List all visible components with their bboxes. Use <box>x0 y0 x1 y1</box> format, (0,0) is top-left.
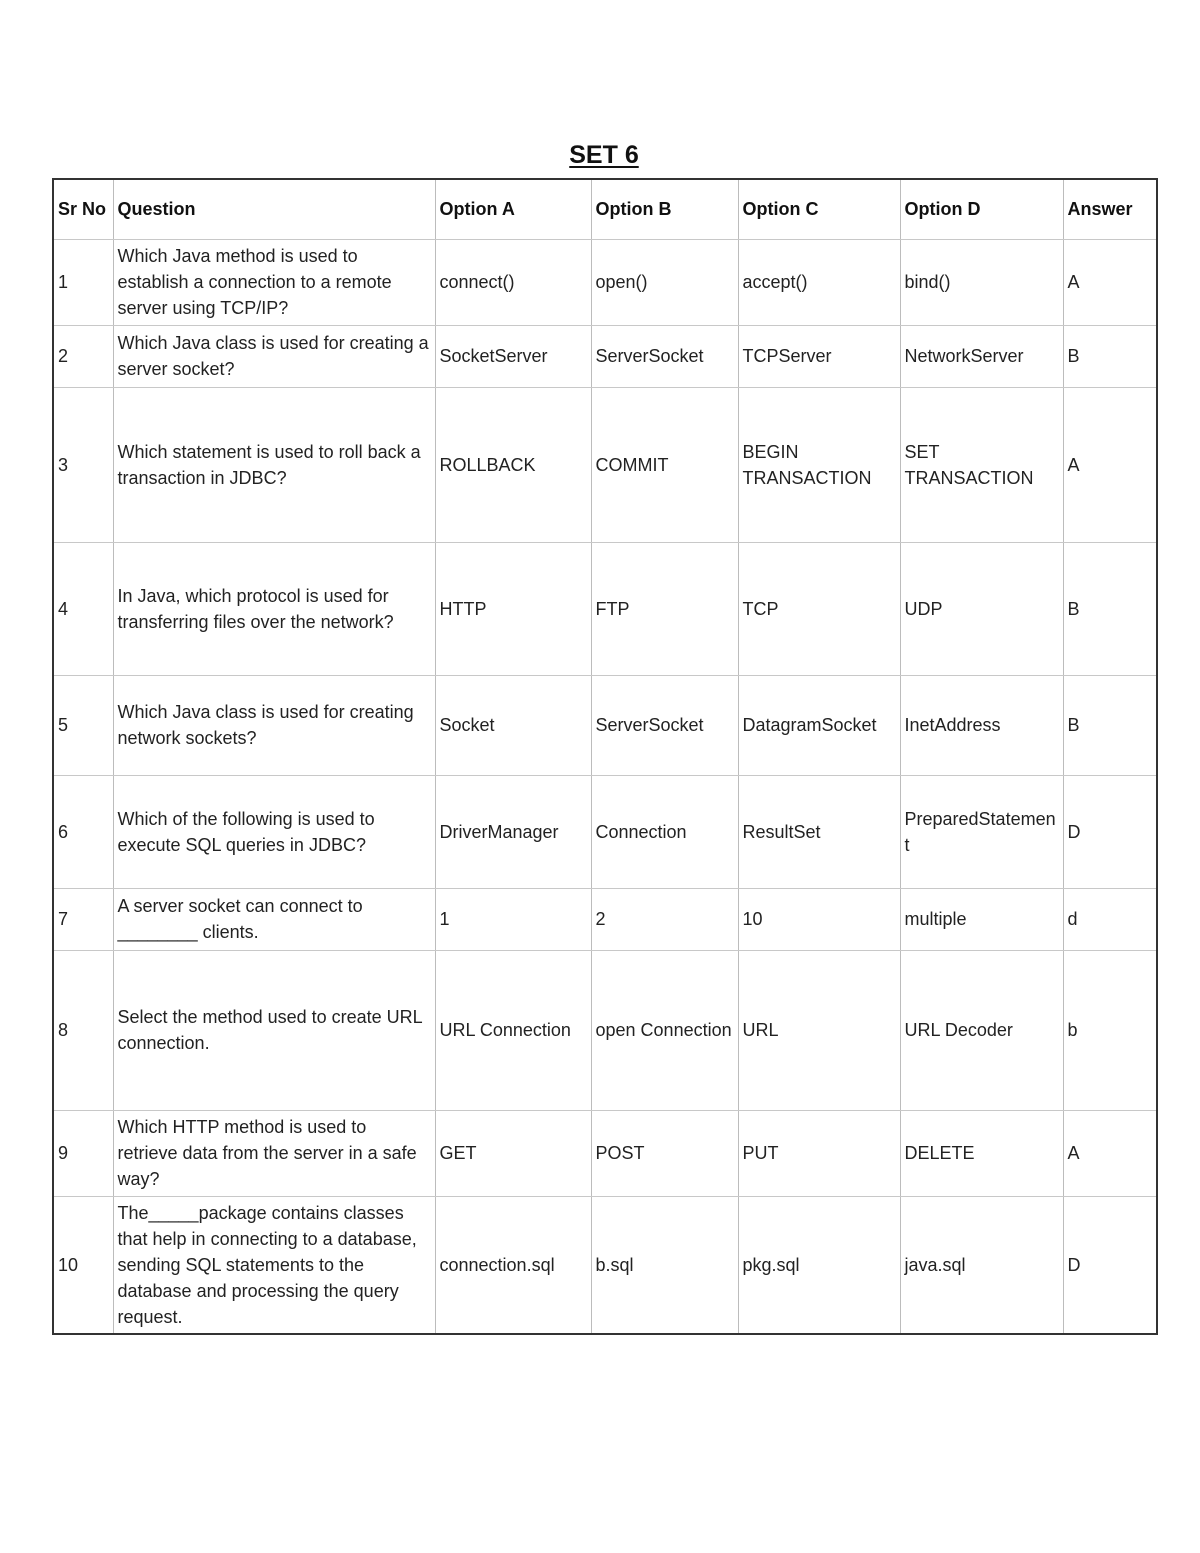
table-row <box>53 775 1157 888</box>
cell-option-c: ResultSet <box>738 775 900 888</box>
cell-option-a: connection.sql <box>435 1196 591 1334</box>
cell-option-a: SocketServer <box>435 325 591 387</box>
cell-sr-no: 6 <box>53 775 113 888</box>
cell-question: Which HTTP method is used to retrieve data from the server in a safe way? <box>113 1110 435 1196</box>
cell-option-c: DatagramSocket <box>738 675 900 775</box>
cell-answer: A <box>1063 239 1157 325</box>
header-option-c: Option C <box>738 179 900 239</box>
cell-answer: d <box>1063 888 1157 950</box>
cell-option-d: PreparedStatement <box>900 775 1063 888</box>
cell-option-a: 1 <box>435 888 591 950</box>
cell-option-b: COMMIT <box>591 387 738 542</box>
quiz-table <box>52 178 1158 1335</box>
cell-option-d: bind() <box>900 239 1063 325</box>
header-option-b: Option B <box>591 179 738 239</box>
page-title: SET 6 <box>569 141 639 169</box>
cell-sr-no: 10 <box>53 1196 113 1334</box>
cell-option-b: ServerSocket <box>591 675 738 775</box>
cell-question: The_____package contains classes that help in connecting to a database, sending SQL statements to the database and processing the query request. <box>113 1196 435 1334</box>
cell-option-d: URL Decoder <box>900 950 1063 1110</box>
cell-option-d: DELETE <box>900 1110 1063 1196</box>
cell-answer: D <box>1063 1196 1157 1334</box>
cell-option-c: TCP <box>738 542 900 675</box>
cell-sr-no: 3 <box>53 387 113 542</box>
cell-option-d: InetAddress <box>900 675 1063 775</box>
cell-sr-no: 1 <box>53 239 113 325</box>
header-question: Question <box>113 179 435 239</box>
table-row <box>53 1196 1157 1334</box>
cell-option-b: b.sql <box>591 1196 738 1334</box>
cell-answer: A <box>1063 387 1157 542</box>
cell-option-a: URL Connection <box>435 950 591 1110</box>
cell-answer: B <box>1063 325 1157 387</box>
cell-option-c: URL <box>738 950 900 1110</box>
header-sr-no: Sr No <box>53 179 113 239</box>
cell-option-a: connect() <box>435 239 591 325</box>
cell-option-b: Connection <box>591 775 738 888</box>
cell-option-d: UDP <box>900 542 1063 675</box>
cell-sr-no: 5 <box>53 675 113 775</box>
cell-option-a: ROLLBACK <box>435 387 591 542</box>
cell-answer: D <box>1063 775 1157 888</box>
cell-option-b: ServerSocket <box>591 325 738 387</box>
table-row <box>53 325 1157 387</box>
cell-sr-no: 4 <box>53 542 113 675</box>
cell-question: In Java, which protocol is used for transferring files over the network? <box>113 542 435 675</box>
table-header-row <box>53 179 1157 239</box>
cell-question: Which Java method is used to establish a connection to a remote server using TCP/IP? <box>113 239 435 325</box>
cell-option-b: POST <box>591 1110 738 1196</box>
table-row <box>53 239 1157 325</box>
cell-question: Which of the following is used to execute SQL queries in JDBC? <box>113 775 435 888</box>
cell-question: Select the method used to create URL connection. <box>113 950 435 1110</box>
cell-option-b: FTP <box>591 542 738 675</box>
header-option-d: Option D <box>900 179 1063 239</box>
cell-question: Which Java class is used for creating network sockets? <box>113 675 435 775</box>
table-row <box>53 542 1157 675</box>
cell-sr-no: 8 <box>53 950 113 1110</box>
cell-question: A server socket can connect to ________ clients. <box>113 888 435 950</box>
cell-option-c: BEGIN TRANSACTION <box>738 387 900 542</box>
header-option-a: Option A <box>435 179 591 239</box>
cell-answer: B <box>1063 675 1157 775</box>
cell-option-d: SET TRANSACTION <box>900 387 1063 542</box>
cell-option-c: accept() <box>738 239 900 325</box>
cell-option-b: open() <box>591 239 738 325</box>
cell-question: Which statement is used to roll back a transaction in JDBC? <box>113 387 435 542</box>
table-row <box>53 675 1157 775</box>
cell-answer: A <box>1063 1110 1157 1196</box>
cell-option-a: Socket <box>435 675 591 775</box>
cell-answer: b <box>1063 950 1157 1110</box>
cell-option-d: NetworkServer <box>900 325 1063 387</box>
cell-sr-no: 2 <box>53 325 113 387</box>
cell-question: Which Java class is used for creating a server socket? <box>113 325 435 387</box>
cell-answer: B <box>1063 542 1157 675</box>
cell-option-a: HTTP <box>435 542 591 675</box>
table-row <box>53 387 1157 542</box>
cell-option-c: 10 <box>738 888 900 950</box>
cell-option-a: GET <box>435 1110 591 1196</box>
cell-sr-no: 7 <box>53 888 113 950</box>
cell-option-c: TCPServer <box>738 325 900 387</box>
cell-option-d: multiple <box>900 888 1063 950</box>
cell-option-b: 2 <box>591 888 738 950</box>
table-row <box>53 888 1157 950</box>
cell-sr-no: 9 <box>53 1110 113 1196</box>
header-answer: Answer <box>1063 179 1157 239</box>
table-row <box>53 950 1157 1110</box>
cell-option-a: DriverManager <box>435 775 591 888</box>
cell-option-d: java.sql <box>900 1196 1063 1334</box>
cell-option-b: open Connection <box>591 950 738 1110</box>
cell-option-c: PUT <box>738 1110 900 1196</box>
cell-option-c: pkg.sql <box>738 1196 900 1334</box>
table-row <box>53 1110 1157 1196</box>
